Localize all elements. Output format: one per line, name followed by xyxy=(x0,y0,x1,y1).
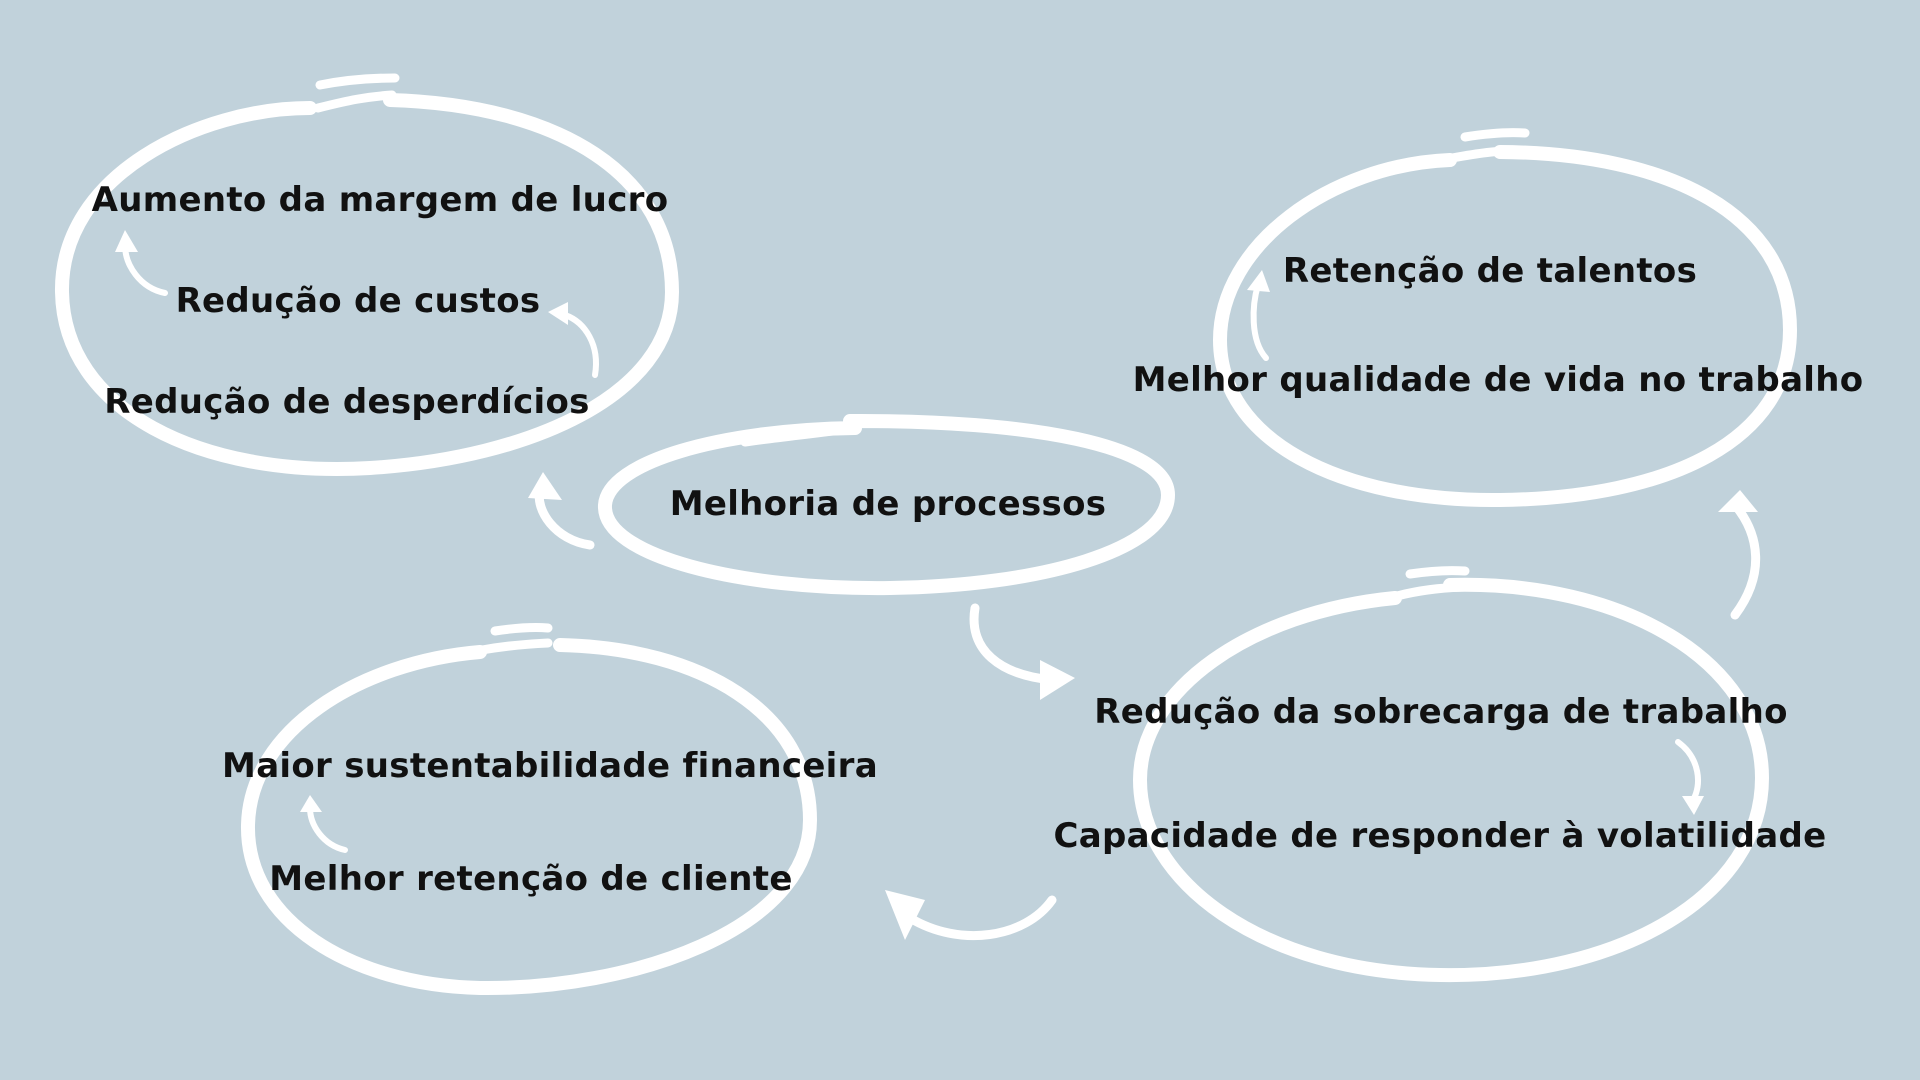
arrow-bottom-right-workload-to-volatility xyxy=(1678,742,1704,815)
arrow-bottom-right-to-top-right xyxy=(1718,490,1758,615)
arrow-top-right-quality-to-retention xyxy=(1247,270,1270,358)
label-workload-reduction: Redução da sobrecarga de trabalho xyxy=(1094,692,1788,732)
arrow-top-left-costs-to-margin xyxy=(115,230,165,293)
loop-bottom-left xyxy=(248,628,810,988)
label-financial-sustainability: Maior sustentabilidade financeira xyxy=(222,746,878,786)
label-profit-margin: Aumento da margem de lucro xyxy=(91,180,669,220)
arrow-center-to-top-left xyxy=(528,472,590,545)
label-talent-retention: Retenção de talentos xyxy=(1282,251,1698,291)
arrow-bottom-right-to-bottom-left xyxy=(885,890,1052,940)
loop-bottom-right xyxy=(1140,571,1762,975)
loop-top-right xyxy=(1220,133,1790,500)
label-waste-reduction: Redução de desperdícios xyxy=(104,382,590,422)
label-center-process-improvement: Melhoria de processos xyxy=(669,484,1107,524)
label-quality-of-work-life: Melhor qualidade de vida no trabalho xyxy=(1132,360,1864,400)
arrow-center-to-bottom-right xyxy=(974,608,1075,700)
label-cost-reduction: Redução de custos xyxy=(175,281,541,321)
arrow-top-left-waste-to-costs xyxy=(548,302,596,375)
label-customer-retention: Melhor retenção de cliente xyxy=(269,859,793,899)
arrow-bottom-left-retention-to-sustainability xyxy=(300,795,345,850)
label-volatility-response: Capacidade de responder à volatilidade xyxy=(1053,816,1827,856)
